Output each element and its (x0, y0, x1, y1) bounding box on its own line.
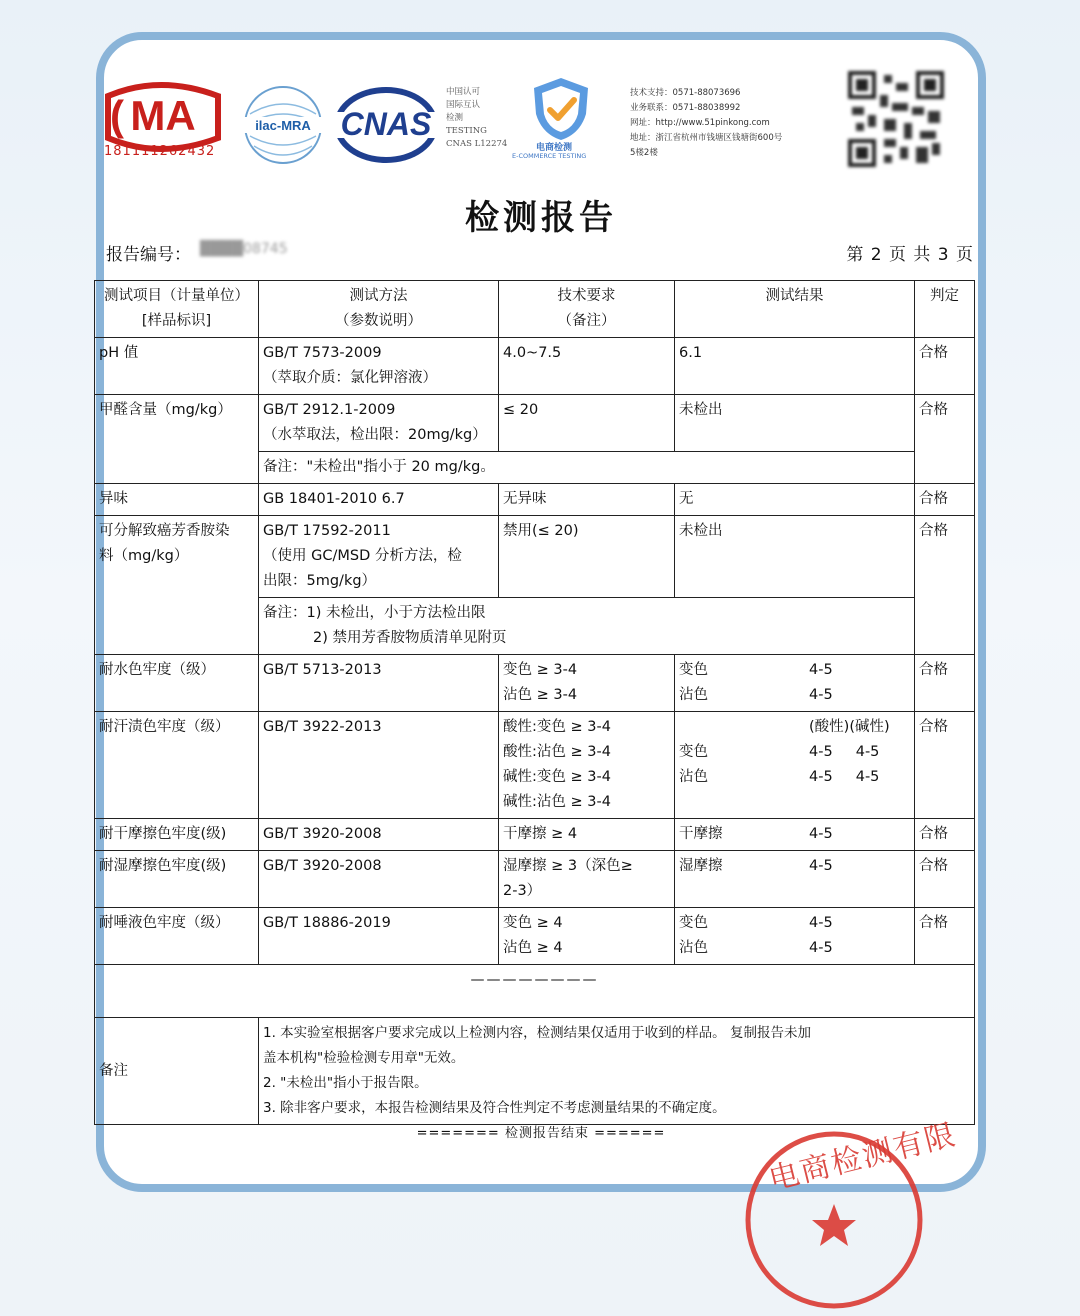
method-cell: GB/T 18886-2019 (259, 908, 499, 965)
judgment-cell: 合格 (915, 851, 975, 908)
table-row (95, 908, 975, 965)
judgment-cell: 合格 (915, 819, 975, 851)
item-cell: pH 值 (95, 338, 259, 395)
result-cell: 6.1 (675, 338, 915, 395)
table-row (95, 338, 975, 395)
ecommerce-testing-sublabel: E-COMMERCE TESTING (512, 152, 587, 160)
requirement-cell: 4.0~7.5 (499, 338, 675, 395)
header-item: 测试项目（计量单位） [样品标识] (95, 281, 259, 338)
item-cell: 耐唾液色牢度（级） (95, 908, 259, 965)
table-header-row (95, 281, 975, 338)
report-number-value: ████08745 (200, 241, 288, 257)
judgment-cell: 合格 (915, 712, 975, 819)
contact-line: 技术支持：0571-88073696 (630, 88, 741, 98)
result-cell: 干摩擦 4-5 (675, 819, 915, 851)
cnas-info: 中国认可 国际互认 检测 TESTING CNAS L12274 (446, 87, 508, 149)
cnas-text: CNAS (340, 106, 432, 142)
result-cell: (酸性)(碱性) 变色 4-5 4-5 沾色 4-5 4-5 (675, 712, 915, 819)
item-cell: 耐干摩擦色牢度(级) (95, 819, 259, 851)
contact-line: 5楼2楼 (630, 148, 658, 158)
svg-text:(: ( (110, 92, 124, 139)
remark-line: 盖本机构"检验检测专用章"无效。 (263, 1050, 465, 1066)
ilac-mra-logo-icon (242, 84, 324, 166)
item-cell: 可分解致癌芳香胺染 料（mg/kg） (95, 516, 259, 655)
judgment-cell: 合格 (915, 395, 975, 484)
contact-line: 业务联系：0571-88038992 (630, 103, 741, 113)
judgment-cell: 合格 (915, 338, 975, 395)
result-cell: 无 (675, 484, 915, 516)
report-document (99, 40, 978, 1198)
table-end-row (95, 965, 975, 1018)
requirement-cell: ≤ 20 (499, 395, 675, 452)
table-end-line: ———————— (95, 965, 975, 1018)
judgment-cell: 合格 (915, 655, 975, 712)
requirement-cell: 干摩擦 ≥ 4 (499, 819, 675, 851)
header-requirement: 技术要求 （备注） (499, 281, 675, 338)
header-judgment: 判定 (915, 281, 975, 338)
page-info: 第 2 页 共 3 页 (846, 245, 974, 265)
contact-info (630, 86, 782, 161)
result-cell: 湿摩擦 4-5 (675, 851, 915, 908)
svg-text:MA: MA (130, 92, 196, 139)
cma-number: 181111262432 (104, 144, 216, 159)
item-cell: 异味 (95, 484, 259, 516)
ecommerce-testing-label: 电商检测 (536, 143, 573, 153)
requirement-cell: 禁用(≤ 20) (499, 516, 675, 598)
remarks-row (95, 1018, 975, 1125)
header-result: 测试结果 (675, 281, 915, 338)
judgment-cell: 合格 (915, 516, 975, 655)
method-cell: GB/T 3922-2013 (259, 712, 499, 819)
report-number-label: 报告编号： (106, 245, 191, 265)
remarks-content (259, 1018, 975, 1125)
remark-line: 1. 本实验室根据客户要求完成以上检测内容，检测结果仅适用于收到的样品。 复制报告未加 (263, 1025, 811, 1041)
remark-line: 3. 除非客户要求，本报告检测结果及符合性判定不考虑测量结果的不确定度。 (263, 1100, 726, 1116)
judgment-cell: 合格 (915, 908, 975, 965)
item-cell: 耐湿摩擦色牢度(级) (95, 851, 259, 908)
requirement-cell: 变色 ≥ 4 沾色 ≥ 4 (499, 908, 675, 965)
requirement-cell: 变色 ≥ 3-4 沾色 ≥ 3-4 (499, 655, 675, 712)
test-results-table (94, 280, 975, 1125)
requirement-cell: 酸性:变色 ≥ 3-4 酸性:沾色 ≥ 3-4 碱性:变色 ≥ 3-4 碱性:沾色 ≥ 3-4 (499, 712, 675, 819)
contact-line: 网址：http://www.51pinkong.com (630, 118, 770, 128)
method-cell: GB/T 5713-2013 (259, 655, 499, 712)
method-cell: GB/T 7573-2009 （萃取介质：氯化钾溶液） (259, 338, 499, 395)
table-row (95, 484, 975, 516)
result-cell: 未检出 (675, 516, 915, 598)
ecommerce-testing-shield-icon (528, 74, 594, 144)
table-row (95, 851, 975, 908)
judgment-cell: 合格 (915, 484, 975, 516)
table-row (95, 712, 975, 819)
report-end-marker: ======= 检测报告结束 ====== (416, 1126, 666, 1141)
remarks-label: 备注 (95, 1018, 259, 1125)
cnas-logo-icon (332, 84, 440, 166)
table-row (95, 655, 975, 712)
result-cell: 变色 4-5 沾色 4-5 (675, 655, 915, 712)
result-cell: 未检出 (675, 395, 915, 452)
requirement-cell: 无异味 (499, 484, 675, 516)
header-method: 测试方法 （参数说明） (259, 281, 499, 338)
stamp-text: 电商检测有限 (765, 1117, 961, 1198)
note-cell: 备注：1) 未检出，小于方法检出限 2) 禁用芳香胺物质清单见附页 (259, 598, 915, 655)
item-cell: 耐汗渍色牢度（级） (95, 712, 259, 819)
remark-line: 2. "未检出"指小于报告限。 (263, 1075, 428, 1091)
method-cell: GB/T 2912.1-2009 （水萃取法，检出限：20mg/kg） (259, 395, 499, 452)
note-cell: 备注："未检出"指小于 20 mg/kg。 (259, 452, 915, 484)
item-cell: 甲醛含量（mg/kg） (95, 395, 259, 484)
method-cell: GB/T 3920-2008 (259, 851, 499, 908)
contact-line: 地址：浙江省杭州市钱塘区钱塘街600号 (630, 133, 783, 143)
item-cell: 耐水色牢度（级） (95, 655, 259, 712)
ilac-text: ilac-MRA (255, 118, 311, 133)
requirement-cell: 湿摩擦 ≥ 3（深色≥ 2-3） (499, 851, 675, 908)
table-row (95, 516, 975, 598)
method-cell: GB/T 17592-2011 （使用 GC/MSD 分析方法，检 出限：5mg/kg） (259, 516, 499, 598)
table-row (95, 395, 975, 452)
report-title: 检测报告 (465, 198, 617, 238)
result-cell: 变色 4-5 沾色 4-5 (675, 908, 915, 965)
document-frame (96, 32, 986, 1198)
method-cell: GB/T 3920-2008 (259, 819, 499, 851)
method-cell: GB 18401-2010 6.7 (259, 484, 499, 516)
table-row (95, 819, 975, 851)
qr-code-icon (848, 70, 944, 168)
